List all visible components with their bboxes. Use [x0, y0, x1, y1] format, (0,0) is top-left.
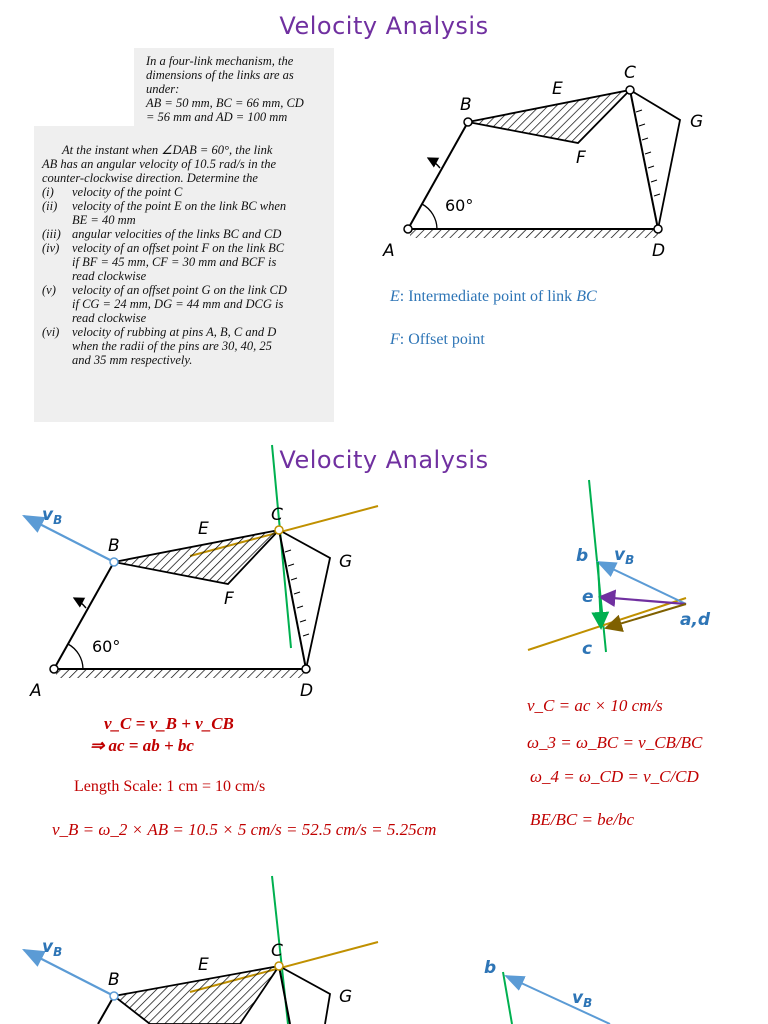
- pin-c: [275, 962, 283, 970]
- slide-title-2: Velocity Analysis: [279, 446, 489, 474]
- link-ab: [98, 996, 114, 1024]
- problem-line: In a four-link mechanism, the: [146, 54, 294, 68]
- problem-item: (vi) velocity of rubbing at pins A, B, C and D when the radii of the pins are 30, 40, 25 and 35 mm respectively.: [42, 325, 277, 367]
- label-c: C: [271, 941, 283, 961]
- problem-line: AB = 50 mm, BC = 66 mm, CD: [146, 96, 304, 110]
- vb-label: $v_B$: [42, 505, 63, 527]
- poly-label-ad: a,d: [680, 610, 711, 630]
- label-b: B: [108, 536, 120, 556]
- ratio-equation: BE/BC = be/bc: [530, 810, 635, 829]
- problem-item: (iii) angular velocities of the links BC and CD: [42, 227, 282, 241]
- length-scale: Length Scale: 1 cm = 10 cm/s: [74, 778, 266, 795]
- problem-line: under:: [146, 82, 180, 96]
- vb-label: $v_B$: [42, 937, 63, 959]
- poly-green-line: [503, 972, 512, 1024]
- problem-line: At the instant when ∠DAB = 60°, the link: [62, 143, 273, 157]
- problem-item: (iv) velocity of an offset point F on the link BC if BF = 45 mm, CF = 30 mm and BCF is read clockwise: [42, 241, 285, 283]
- label-a: A: [383, 241, 395, 261]
- label-b: B: [108, 970, 120, 990]
- eq-vector-sum: v_C = v_B + v_CB: [104, 714, 234, 733]
- poly-label-b: b: [576, 546, 589, 566]
- eq-polygon: ⇒ ac = ab + bc: [90, 736, 194, 755]
- problem-line: AB has an angular velocity of 10.5 rad/s in the: [42, 157, 277, 171]
- problem-item: (v) velocity of an offset point G on the link CD if CG = 24 mm, DG = 44 mm and DCG is read clockwise: [42, 283, 287, 325]
- link-cd: [279, 966, 290, 1024]
- note-f: F: Offset point: [390, 331, 485, 348]
- label-a: A: [30, 681, 42, 701]
- poly-label-c: c: [582, 639, 593, 659]
- label-e: E: [552, 79, 563, 99]
- label-e: E: [198, 955, 209, 975]
- problem-line: counter-clockwise direction. Determine the: [42, 171, 258, 185]
- problem-line: = 56 mm and AD = 100 mm: [146, 110, 288, 124]
- angle-label: 60°: [445, 196, 474, 215]
- label-f: F: [576, 148, 586, 168]
- label-f: F: [224, 589, 234, 609]
- label-b: B: [460, 95, 472, 115]
- label-d: D: [652, 241, 666, 261]
- label-g: G: [339, 552, 353, 572]
- label-e: E: [198, 519, 209, 539]
- vb-arrow: [24, 950, 114, 996]
- label-c: C: [271, 505, 283, 525]
- label-g: G: [339, 987, 353, 1007]
- slide-title: Velocity Analysis: [279, 12, 489, 40]
- vb-equation: v_B = ω_2 × AB = 10.5 × 5 cm/s = 52.5 cm/s = 5.25cm: [52, 820, 437, 839]
- note-e: E: Intermediate point of link BC: [390, 288, 597, 305]
- problem-item: (i) velocity of the point C: [42, 185, 183, 199]
- label-d: D: [300, 681, 314, 701]
- w3-equation: ω_3 = ω_BC = v_CB/BC: [527, 733, 703, 752]
- angle-label: 60°: [92, 637, 121, 656]
- poly-label-vb: $v_B$: [572, 988, 593, 1010]
- problem-line: dimensions of the links are as: [146, 68, 294, 82]
- poly-label-vb: $v_B$: [614, 545, 635, 567]
- poly-label-e: e: [582, 587, 594, 607]
- coupler-bcf: [114, 966, 279, 1024]
- poly-label-b: b: [484, 958, 497, 978]
- pin-b: [110, 992, 118, 1000]
- problem-item: (ii) velocity of the point E on the link BC when BE = 40 mm: [42, 199, 287, 227]
- poly-vb-arrow: [506, 976, 610, 1024]
- vc-equation: v_C = ac × 10 cm/s: [527, 696, 663, 715]
- w4-equation: ω_4 = ω_CD = v_C/CD: [530, 767, 699, 786]
- label-c: C: [624, 63, 636, 83]
- label-g: G: [690, 112, 704, 132]
